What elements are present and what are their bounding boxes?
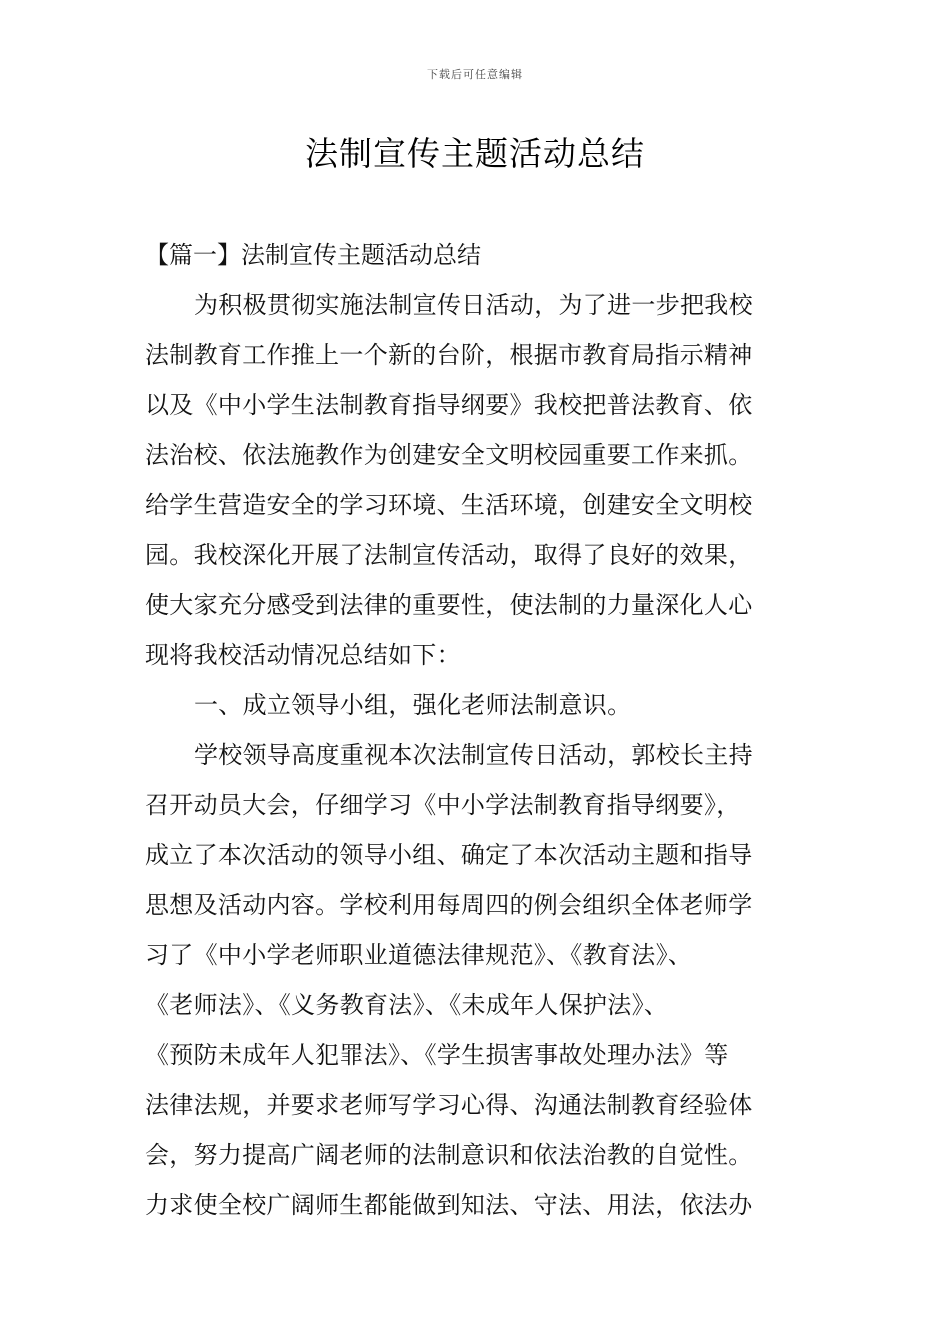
paragraph-line: 园。我校深化开展了法制宣传活动，取得了良好的效果， bbox=[145, 541, 753, 569]
paragraph-line: 以及《中小学生法制教育指导纲要》我校把普法教育、依 bbox=[145, 391, 753, 419]
paragraph-line: 给学生营造安全的学习环境、生活环境，创建安全文明校 bbox=[145, 491, 753, 519]
paragraph-line: 思想及活动内容。学校利用每周四的例会组织全体老师学 bbox=[145, 891, 753, 919]
paragraph-line: 《预防未成年人犯罪法》、《学生损害事故处理办法》等 bbox=[145, 1041, 729, 1069]
paragraph-line: 现将我校活动情况总结如下： bbox=[145, 641, 461, 669]
paragraph-line: 力求使全校广阔师生都能做到知法、守法、用法，依法办 bbox=[145, 1191, 753, 1219]
paragraph-line: 学校领导高度重视本次法制宣传日活动，郭校长主持 bbox=[194, 741, 753, 769]
header-note: 下载后可任意编辑 bbox=[427, 68, 523, 81]
document-body bbox=[145, 230, 807, 1230]
paragraph-line: 会，努力提高广阔老师的法制意识和依法治教的自觉性。 bbox=[145, 1141, 753, 1169]
paragraph-line: 成立了本次活动的领导小组、确定了本次活动主题和指导 bbox=[145, 841, 753, 869]
document-title: 法制宣传主题活动总结 bbox=[305, 134, 645, 173]
section-heading: 【篇一】法制宣传主题活动总结 bbox=[145, 241, 481, 269]
paragraph-line: 法制教育工作推上一个新的台阶，根据市教育局指示精神 bbox=[145, 341, 753, 369]
paragraph-line: 召开动员大会，仔细学习《中小学法制教育指导纲要》， bbox=[145, 791, 741, 819]
paragraph-line: 为积极贯彻实施法制宣传日活动，为了进一步把我校 bbox=[194, 291, 753, 319]
paragraph-line: 《老师法》、《义务教育法》、《未成年人保护法》、 bbox=[145, 991, 669, 1019]
paragraph-line: 一、成立领导小组，强化老师法制意识。 bbox=[194, 691, 632, 719]
paragraph-line: 法律法规，并要求老师写学习心得、沟通法制教育经验体 bbox=[145, 1091, 753, 1119]
paragraph-line: 使大家充分感受到法律的重要性，使法制的力量深化人心 bbox=[145, 591, 753, 619]
paragraph-line: 习了《中小学老师职业道德法律规范》、《教育法》、 bbox=[145, 941, 693, 969]
paragraph-line: 法治校、依法施教作为创建安全文明校园重要工作来抓。 bbox=[145, 441, 753, 469]
